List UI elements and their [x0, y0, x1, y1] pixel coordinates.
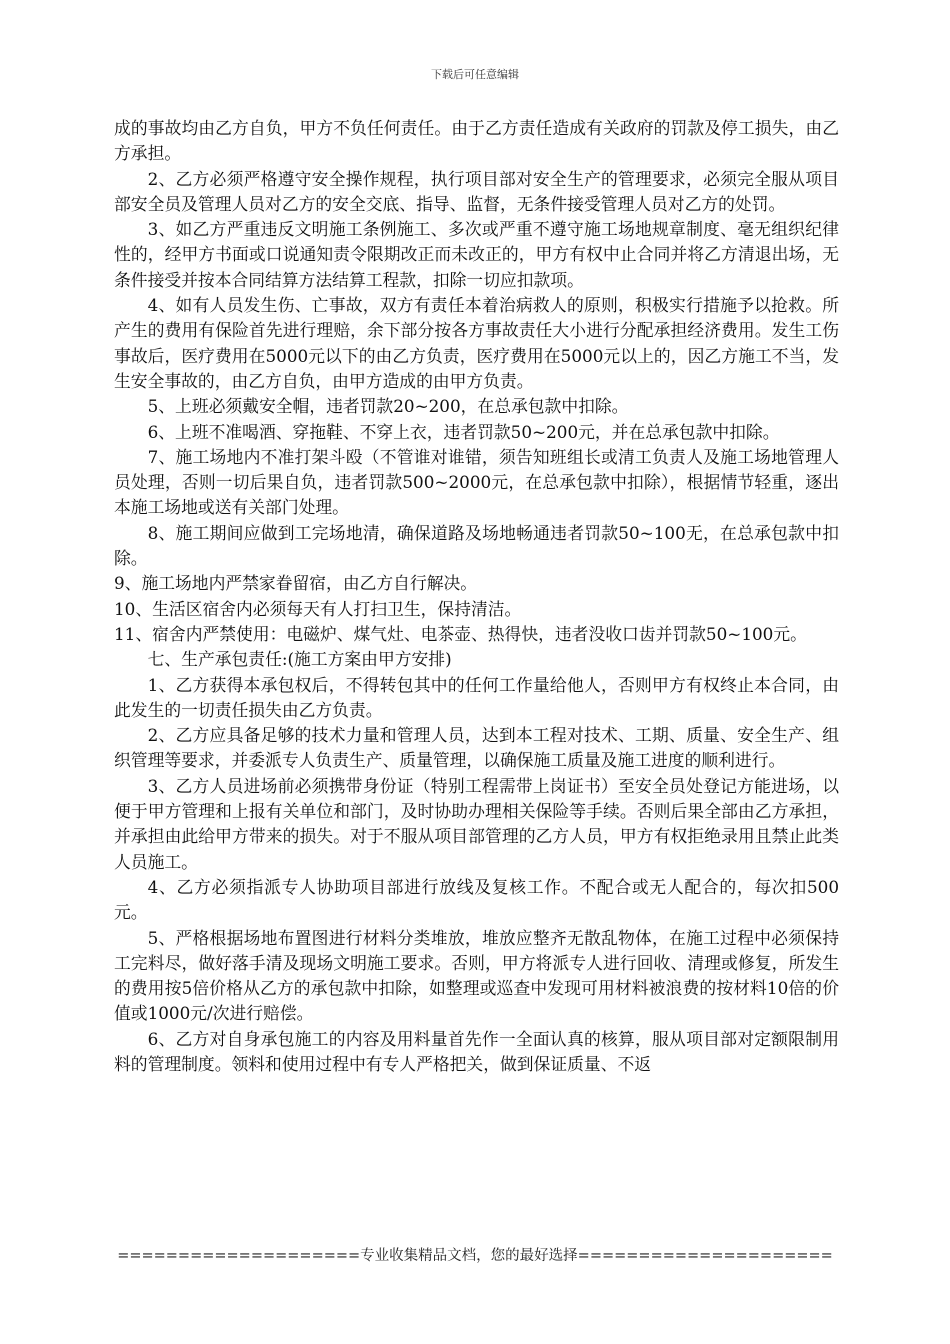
- paragraph: 2、乙方必须严格遵守安全操作规程，执行项目部对安全生产的管理要求，必须完全服从项目部安全员及管理人员对乙方的安全交底、指导、监督，无条件接受管理人员对乙方的处罚。: [114, 168, 839, 214]
- document-body: [114, 116, 839, 1077]
- paragraph: 10、生活区宿舍内必须每天有人打扫卫生，保持清洁。: [114, 598, 522, 619]
- paragraph: 8、施工期间应做到工完场地清，确保道路及场地畅通违者罚款50~100无，在总承包款中扣除。: [114, 522, 839, 569]
- paragraph: 6、上班不准喝酒、穿拖鞋、不穿上衣，违者罚款50~200元，并在总承包款中扣除。: [147, 421, 780, 442]
- paragraph: 4、乙方必须指派专人协助项目部进行放线及复核工作。不配合或无人配合的，每次扣500元。: [114, 876, 839, 923]
- page-header: 下载后可任意编辑: [431, 68, 519, 81]
- paragraph: 5、严格根据场地布置图进行材料分类堆放，堆放应整齐无散乱物体，在施工过程中必须保持工完料尽，做好落手清及现场文明施工要求。否则，甲方将派专人进行回收、清理或修复，所发生的费用按5倍价格从乙方的承包款中扣除，如整理或巡查中发现可用材料被浪费的按材料10倍的价值或1000元/次进行赔偿。: [114, 927, 839, 1024]
- paragraph: 3、乙方人员进场前必须携带身份证（特别工程需带上岗证书）至安全员处登记方能进场，以便于甲方管理和上报有关单位和部门，及时协助办理相关保险等手续。否则后果全部由乙方承担，并承担由此给甲方带来的损失。对于不服从项目部管理的乙方人员，甲方有权拒绝录用且禁止此类人员施工。: [114, 775, 839, 872]
- paragraph: 6、乙方对自身承包施工的内容及用料量首先作一全面认真的核算，服从项目部对定额限制用料的管理制度。领料和使用过程中有专人严格把关，做到保证质量、不返: [114, 1028, 839, 1074]
- paragraph: 1、乙方获得本承包权后，不得转包其中的任何工作量给他人，否则甲方有权终止本合同，由此发生的一切责任损失由乙方负责。: [114, 674, 839, 720]
- paragraph: 3、如乙方严重违反文明施工条例施工、多次或严重不遵守施工场地规章制度、毫无组织纪律性的，经甲方书面或口说通知责令限期改正而未改正的，甲方有权中止合同并将乙方清退出场，无条件接受并按本合同结算方法结算工程款，扣除一切应扣款项。: [114, 219, 839, 290]
- page-footer: ====================专业收集精品文档，您的最好选择=====================: [117, 1248, 833, 1264]
- section-heading: 七、生产承包责任:(施工方案由甲方安排): [147, 649, 452, 670]
- paragraph: 9、施工场地内严禁家眷留宿，由乙方自行解决。: [114, 573, 478, 594]
- paragraph: 7、施工场地内不准打架斗殴（不管谁对谁错，须告知班组长或清工负责人及施工场地管理人员处理，否则一切后果自负，违者罚款500~2000元，在总承包款中扣除），根据情节轻重，逐出本施工场地或送有关部门处理。: [114, 446, 839, 518]
- paragraph: 11、宿舍内严禁使用：电磁炉、煤气灶、电茶壶、热得快，违者没收口齿并罚款50~100元。: [114, 623, 807, 644]
- paragraph: 2、乙方应具备足够的技术力量和管理人员，达到本工程对技术、工期、质量、安全生产、组织管理等要求，并委派专人负责生产、质量管理，以确保施工质量及施工进度的顺利进行。: [114, 725, 839, 771]
- paragraph: 4、如有人员发生伤、亡事故，双方有责任本着治病救人的原则，积极实行措施予以抢救。所产生的费用有保险首先进行理赔，余下部分按各方事故责任大小进行分配承担经济费用。发生工伤事故后，医疗费用在5000元以下的由乙方负责，医疗费用在5000元以上的，因乙方施工不当，发生安全事故的，由乙方自负，由甲方造成的由甲方负责。: [114, 295, 839, 391]
- paragraph: 成的事故均由乙方自负，甲方不负任何责任。由于乙方责任造成有关政府的罚款及停工损失，由乙方承担。: [114, 118, 839, 164]
- paragraph: 5、上班必须戴安全帽，违者罚款20~200，在总承包款中扣除。: [147, 396, 629, 417]
